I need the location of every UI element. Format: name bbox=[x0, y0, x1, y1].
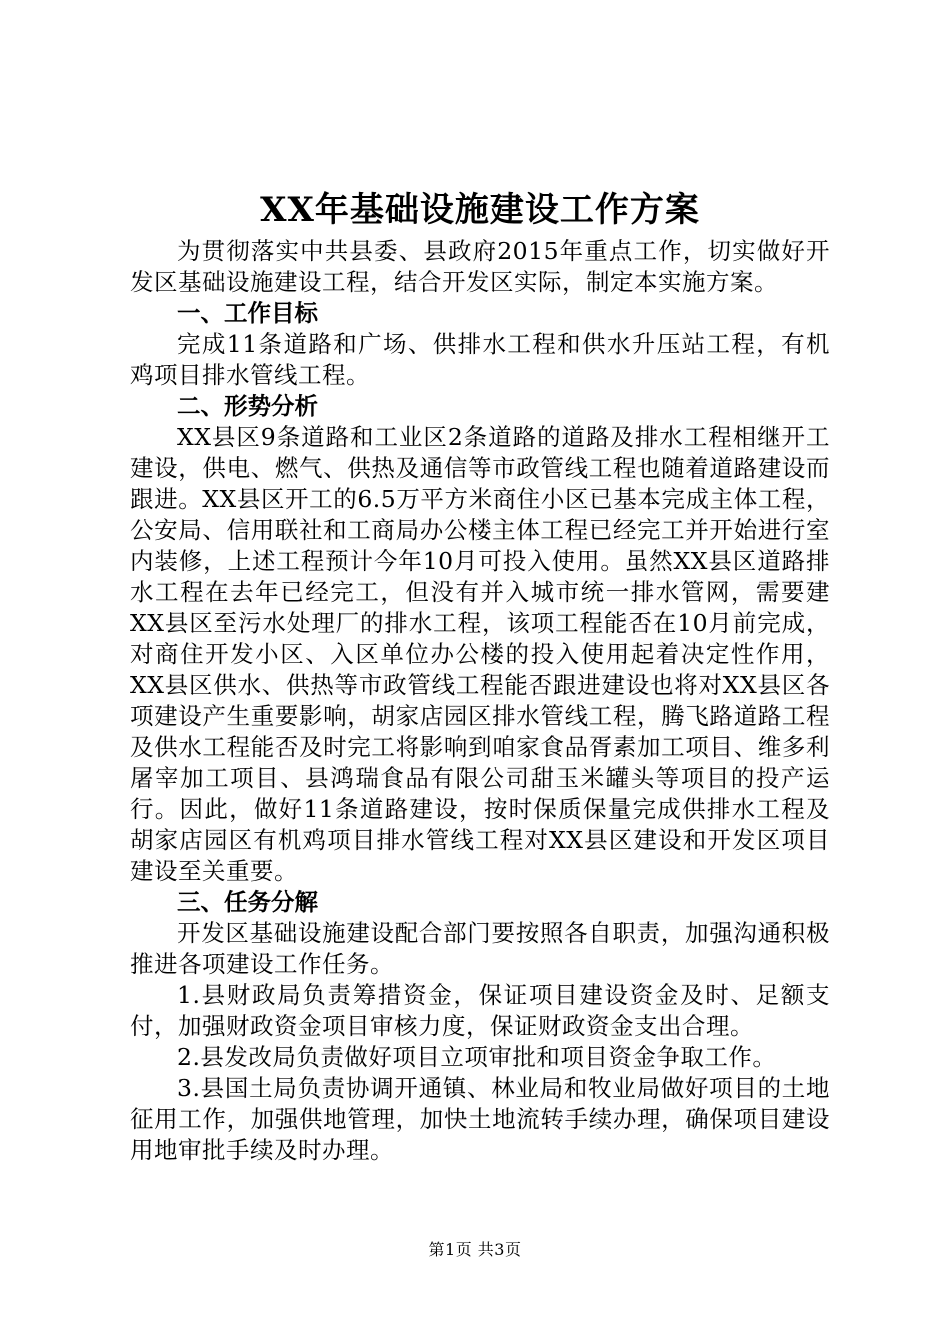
section-heading-analysis: 二、形势分析 bbox=[177, 392, 318, 420]
goals-paragraph: 完成11条道路和广场、供排水工程和供水升压站工程，有机鸡项目排水管线工程。 bbox=[130, 330, 830, 389]
task-item-finance: 1.县财政局负责筹措资金，保证项目建设资金及时、足额支付，加强财政资金项目审核力度，保证财政资金支出合理。 bbox=[130, 981, 830, 1040]
task-item-land: 3.县国土局负责协调开通镇、林业局和牧业局做好项目的土地征用工作，加强供地管理，加快土地流转手续办理，确保项目建设用地审批手续及时办理。 bbox=[130, 1074, 830, 1164]
section-heading-tasks: 三、任务分解 bbox=[177, 888, 318, 916]
analysis-paragraph: XX县区9条道路和工业区2条道路的道路及排水工程相继开工建设，供电、燃气、供热及通信等市政管线工程也随着道路建设而跟进。XX县区开工的6.5万平方米商住小区已基本完成主体工程，公安局、信用联社和工商局办公楼主体工程已经完工并开始进行室内装修，上述工程预计今年10月可投入使用。虽然XX县区道路排水工程在去年已经完工，但没有并入城市统一排水管网，需要建XX县区至污水处理厂的排水工程，该项工程能否在10月前完成，对商住开发小区、入区单位办公楼的投入使用起着决定性作用，XX县区供水、供热等市政管线工程能否跟进建设也将对XX县区各项建设产生重要影响，胡家店园区排水管线工程，腾飞路道路工程及供水工程能否及时完工将影响到咱家食品胥素加工项目、维多利屠宰加工项目、县鸿瑞食品有限公司甜玉米罐头等项目的投产运行。因此，做好11条道路建设，按时保质保量完成供排水工程及胡家店园区有机鸡项目排水管线工程对XX县区建设和开发区项目建设至关重要。 bbox=[130, 423, 830, 885]
section-heading-goals: 一、工作目标 bbox=[177, 299, 318, 327]
task-item-development: 2.县发改局负责做好项目立项审批和项目资金争取工作。 bbox=[177, 1043, 777, 1071]
document-page bbox=[130, 188, 830, 1166]
document-title: XX年基础设施建设工作方案 bbox=[260, 190, 700, 230]
tasks-intro-paragraph: 开发区基础设施建设配合部门要按照各自职责，加强沟通积极推进各项建设工作任务。 bbox=[130, 919, 830, 978]
intro-paragraph: 为贯彻落实中共县委、县政府2015年重点工作，切实做好开发区基础设施建设工程，结合开发区实际，制定本实施方案。 bbox=[130, 237, 830, 296]
page-footer: 第1页 共3页 bbox=[428, 1240, 522, 1259]
